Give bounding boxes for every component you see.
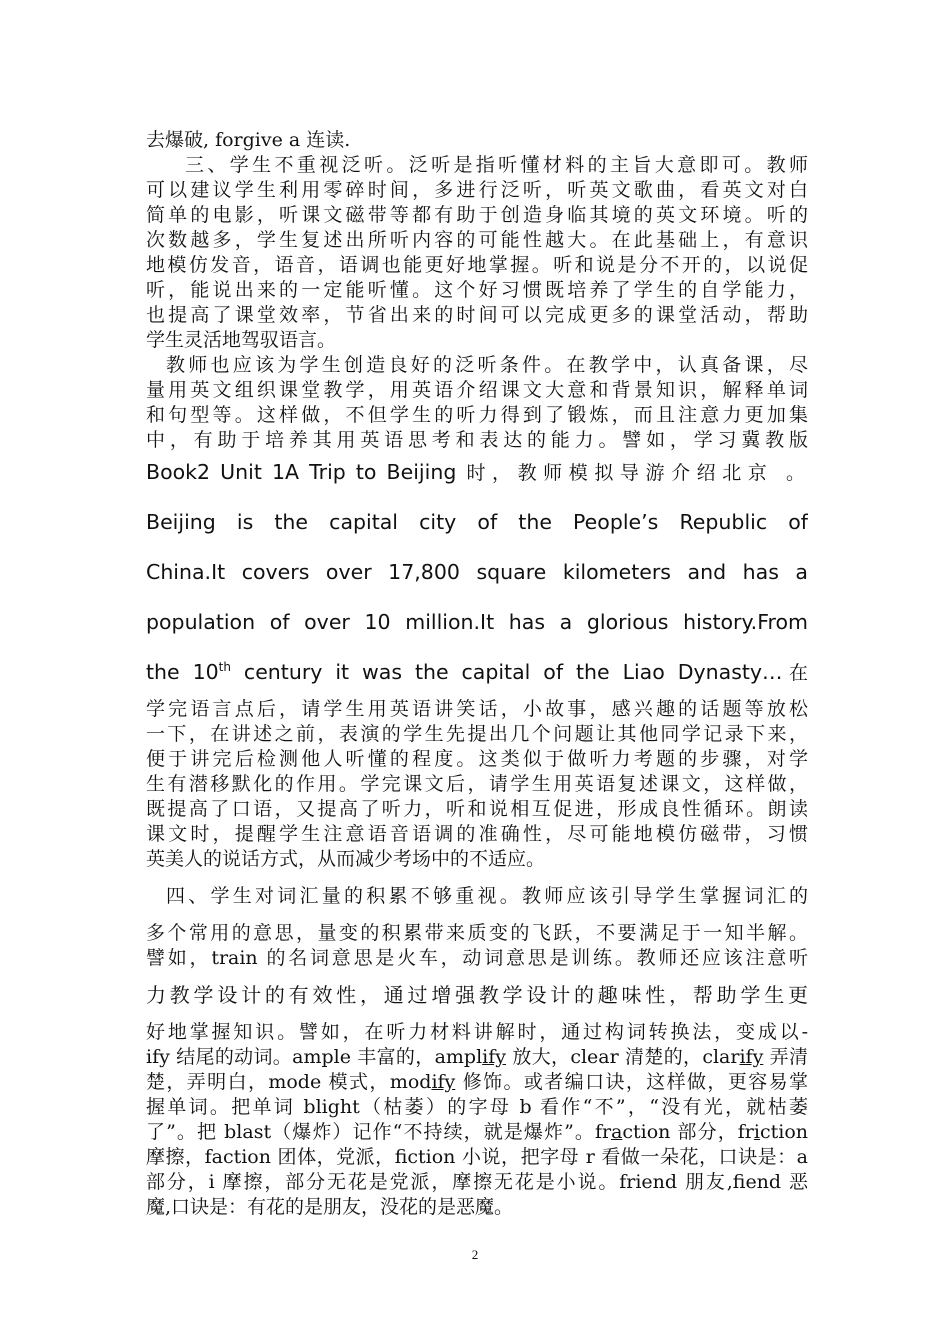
paragraph-line: 简单的电影，听课文磁带等都有助于创造身临其境的英文环境。听的 xyxy=(146,204,808,226)
paragraph-line: 和句型等。这样做，不但学生的听力得到了锻炼，而且注意力更加集 xyxy=(146,404,808,426)
text-run: 了”。把 blast（爆炸）记作“不持续，就是爆炸”。fr xyxy=(146,1121,612,1143)
paragraph-line: 便于讲完后检测他人听懂的程度。这类似于做听力考题的步骤，对学 xyxy=(146,748,808,770)
paragraph-line: 譬如，train 的名词意思是火车，动词意思是训练。教师还应该注意听 xyxy=(146,947,808,969)
text-run: 修饰。或者编口诀，这样做，更容易掌 xyxy=(455,1071,808,1093)
paragraph-line: 次数越多，学生复述出所听内容的可能性越大。在此基础上，有意识 xyxy=(146,229,808,251)
paragraph-line: 生有潜移默化的作用。学完课文后，请学生用英语复述课文，这样做， xyxy=(146,773,808,795)
underlined-letter: a xyxy=(611,1121,623,1143)
english-text: Book2 Unit 1A Trip to Beijing xyxy=(146,460,457,484)
text-run: 放大，clear 清楚的，clar xyxy=(506,1046,740,1068)
english-line: Beijing is the capital city of the People’s Republic of xyxy=(146,510,808,534)
superscript: th xyxy=(218,660,231,675)
english-line: population of over 10 million.It has a glorious history.From xyxy=(146,610,808,634)
paragraph-line: 英美人的说话方式，从而减少考场中的不适应。 xyxy=(146,848,546,870)
paragraph-line: 部分，i 摩擦，部分无花是党派，摩擦无花是小说。friend 朋友,fiend 恶 xyxy=(146,1171,808,1193)
underlined-suffix: ify xyxy=(739,1046,764,1068)
text-run: ction xyxy=(759,1121,808,1143)
english-line xyxy=(146,457,808,488)
paragraph-line xyxy=(146,1045,808,1070)
english-line: China.It covers over 17,800 square kilometers and has a xyxy=(146,560,808,584)
english-text: century it was the capital of the Liao Dynasty… xyxy=(230,660,783,684)
paragraph-line: 学完语言点后，请学生用英语讲笑话，小故事，感兴趣的话题等放松 xyxy=(146,698,808,720)
paragraph-line: 握单词。把单词 blight（枯萎）的字母 b 看作“不”，“没有光，就枯萎 xyxy=(146,1096,808,1118)
underlined-suffix: ify xyxy=(482,1046,507,1068)
chinese-text: 时，教师模拟导游介绍北京 。 xyxy=(466,462,808,484)
paragraph-line: 四、学生对词汇量的积累不够重视。教师应该引导学生掌握词汇的 xyxy=(166,885,808,907)
paragraph-line: 中，有助于培养其用英语思考和表达的能力。譬如，学习冀教版 xyxy=(146,429,808,451)
paragraph-line: 也提高了课堂效率，节省出来的时间可以完成更多的课堂活动，帮助 xyxy=(146,304,808,326)
underlined-suffix: ify xyxy=(431,1071,456,1093)
paragraph-line: 听，能说出来的一定能听懂。这个好习惯既培养了学生的自学能力， xyxy=(146,279,808,301)
paragraph-line: 学生灵活地驾驭语言。 xyxy=(146,329,337,351)
paragraph-line: 教师也应该为学生创造良好的泛听条件。在教学中，认真备课，尽 xyxy=(166,354,808,376)
paragraph-line: 课文时，提醒学生注意语音语调的准确性，尽可能地模仿磁带，习惯 xyxy=(146,823,808,845)
paragraph-line: 摩擦，faction 团体，党派，fiction 小说，把字母 r 看做一朵花，口诀是：a xyxy=(146,1146,808,1168)
text-run: 弄清 xyxy=(763,1046,808,1068)
paragraph-line: 地模仿发音，语音，语调也能更好地掌握。听和说是分不开的，以说促 xyxy=(146,254,808,276)
paragraph-line: 力教学设计的有效性，通过增强教学设计的趣味性，帮助学生更 xyxy=(146,983,808,1007)
text-run: 楚，弄明白，mode 模式，mod xyxy=(146,1071,432,1093)
paragraph-line xyxy=(146,1120,808,1145)
paragraph-line: 既提高了口语，又提高了听力，听和说相互促进，形成良性循环。朗读 xyxy=(146,798,808,820)
english-line xyxy=(146,657,808,688)
chinese-text: 在 xyxy=(782,662,808,684)
paragraph-line: 三、学生不重视泛听。泛听是指听懂材料的主旨大意即可。教师 xyxy=(185,154,808,176)
paragraph-line xyxy=(146,1070,808,1095)
paragraph-line: 量用英文组织课堂教学，用英语介绍课文大意和背景知识，解释单词 xyxy=(146,379,808,401)
page-number: 2 xyxy=(471,1247,479,1262)
paragraph-line: 一下，在讲述之前，表演的学生先提出几个问题让其他同学记录下来， xyxy=(146,723,808,745)
paragraph-line: 好地掌握知识。譬如，在听力材料讲解时，通过构词转换法，变成以- xyxy=(146,1021,808,1043)
text-run: ction 部分，fr xyxy=(622,1121,754,1143)
paragraph-line: 可以建议学生利用零碎时间，多进行泛听，听英文歌曲，看英文对白 xyxy=(146,179,808,201)
underlined-letter: i xyxy=(753,1121,760,1143)
paragraph-line: 多个常用的意思，量变的积累带来质变的飞跃，不要满足于一知半解。 xyxy=(146,922,808,944)
english-text: the 10 xyxy=(146,660,219,684)
paragraph-line: 去爆破, forgive a 连读. xyxy=(146,129,351,151)
paragraph-line: 魔,口诀是：有花的是朋友，没花的是恶魔。 xyxy=(146,1196,514,1218)
text-run: ify 结尾的动词。ample 丰富的，ampl xyxy=(146,1046,483,1068)
